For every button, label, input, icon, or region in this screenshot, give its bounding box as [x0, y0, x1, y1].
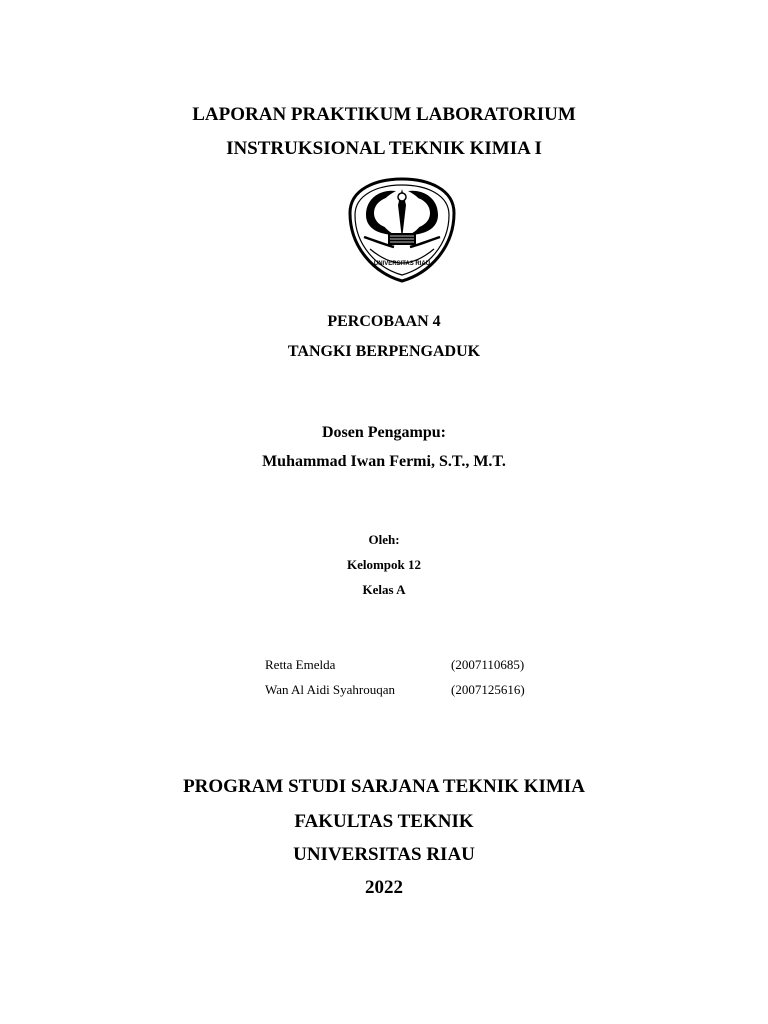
member-name: Retta Emelda: [265, 657, 336, 672]
group-name: Kelompok 12: [346, 557, 422, 572]
experiment-number: PERCOBAAN 4: [327, 313, 441, 330]
report-title-line-2: INSTRUKSIONAL TEKNIK KIMIA I: [226, 138, 542, 159]
lecturer-label: Dosen Pengampu:: [321, 424, 446, 441]
member-id: (2007110685): [451, 657, 525, 672]
study-program: PROGRAM STUDI SARJANA TEKNIK KIMIA: [183, 776, 585, 797]
member-id: (2007125616): [451, 682, 525, 697]
lecturer-name: Muhammad Iwan Fermi, S.T., M.T.: [262, 453, 506, 470]
logo-text: UNIVERSITAS RIAU: [373, 261, 431, 267]
universitas-riau-logo: [344, 175, 460, 285]
member-name: Wan Al Aidi Syahrouqan: [265, 682, 396, 697]
author-label: Oleh:: [368, 532, 400, 547]
university-name: UNIVERSITAS RIAU: [293, 844, 475, 865]
report-title-line-1: LAPORAN PRAKTIKUM LABORATORIUM: [192, 104, 576, 125]
class-name: Kelas A: [362, 582, 406, 597]
experiment-name: TANGKI BERPENGADUK: [287, 343, 481, 360]
report-year: 2022: [365, 877, 403, 898]
faculty-name: FAKULTAS TEKNIK: [294, 811, 474, 832]
